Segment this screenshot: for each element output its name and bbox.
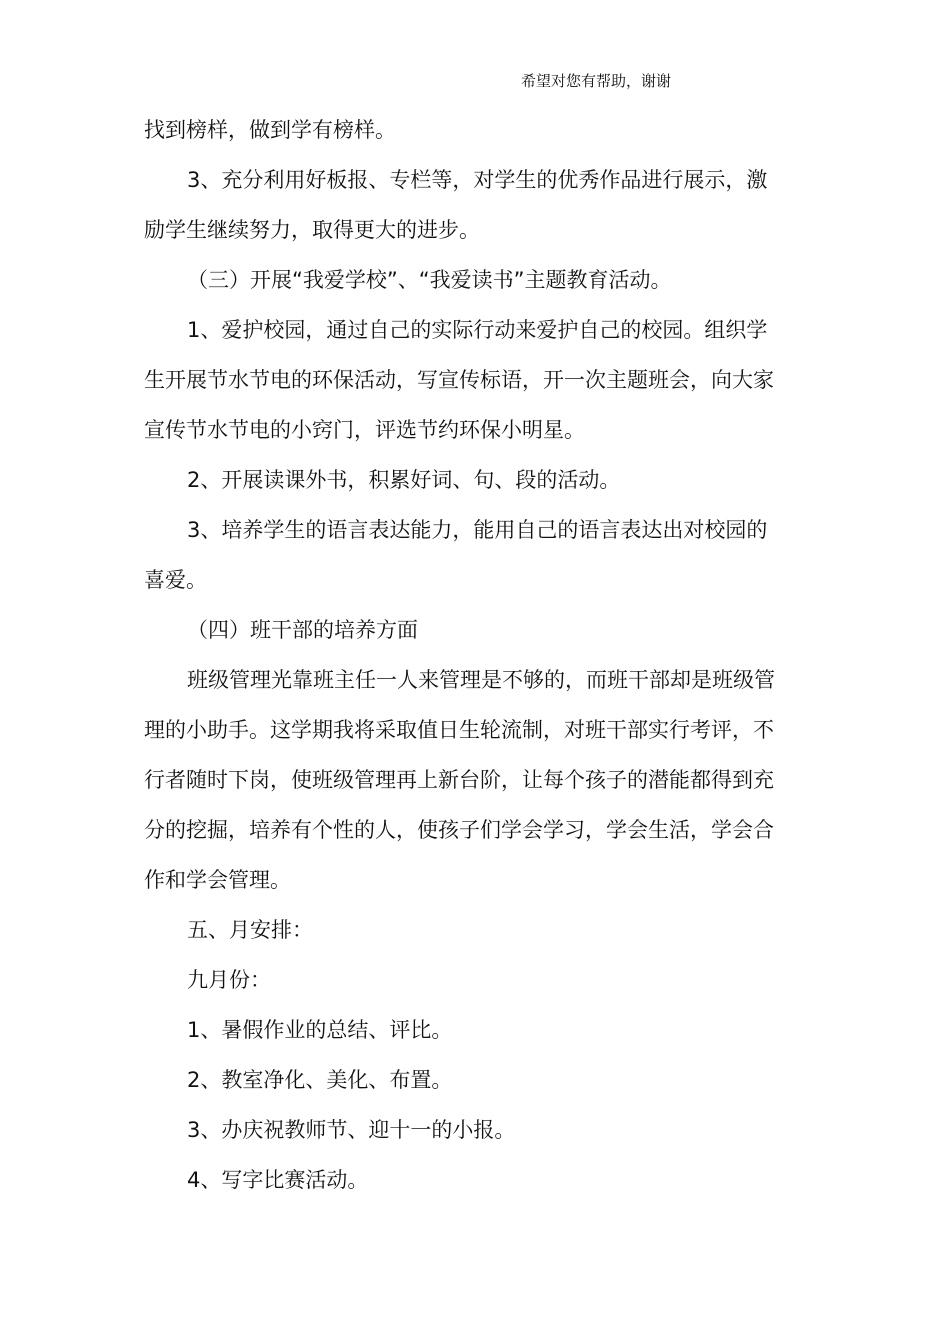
section-heading: （四）班干部的培养方面: [187, 618, 418, 642]
list-item: 3、办庆祝教师节、迎十一的小报。: [187, 1118, 516, 1142]
list-item: 1、暑假作业的总结、评比。: [187, 1018, 453, 1042]
paragraph-line: 3、充分利用好板报、专栏等，对学生的优秀作品进行展示，激: [187, 168, 768, 192]
paragraph-line: 理的小助手。这学期我将采取值日生轮流制，对班干部实行考评，不: [144, 718, 774, 742]
section-heading: 五、月安排：: [187, 918, 313, 942]
subsection-heading: 九月份：: [187, 968, 271, 992]
paragraph-line: 1、爱护校园，通过自己的实际行动来爱护自己的校园。组织学: [187, 318, 768, 342]
paragraph-line: 作和学会管理。: [144, 868, 291, 892]
paragraph-line: 宣传节水节电的小窍门，评选节约环保小明星。: [144, 418, 585, 442]
paragraph-line: 班级管理光靠班主任一人来管理是不够的，而班干部却是班级管: [187, 668, 775, 692]
paragraph-line: 2、开展读课外书，积累好词、句、段的活动。: [187, 468, 621, 492]
paragraph-line: 喜爱。: [144, 568, 207, 592]
paragraph-line: 找到榜样，做到学有榜样。: [144, 118, 396, 142]
paragraph-line: 行者随时下岗，使班级管理再上新台阶，让每个孩子的潜能都得到充: [144, 768, 774, 792]
document-body: [144, 105, 808, 1205]
section-heading: （三）开展“我爱学校”、“我爱读书”主题教育活动。: [187, 268, 672, 292]
paragraph-line: 分的挖掘，培养有个性的人，使孩子们学会学习，学会生活，学会合: [144, 818, 774, 842]
paragraph-line: 3、培养学生的语言表达能力，能用自己的语言表达出对校园的: [187, 518, 768, 542]
paragraph-line: 生开展节水节电的环保活动，写宣传标语，开一次主题班会，向大家: [144, 368, 774, 392]
paragraph-line: 励学生继续努力，取得更大的进步。: [144, 218, 480, 242]
list-item: 2、教室净化、美化、布置。: [187, 1068, 453, 1092]
header-note: 希望对您有帮助，谢谢: [521, 72, 672, 90]
list-item: 4、写字比赛活动。: [187, 1168, 369, 1192]
